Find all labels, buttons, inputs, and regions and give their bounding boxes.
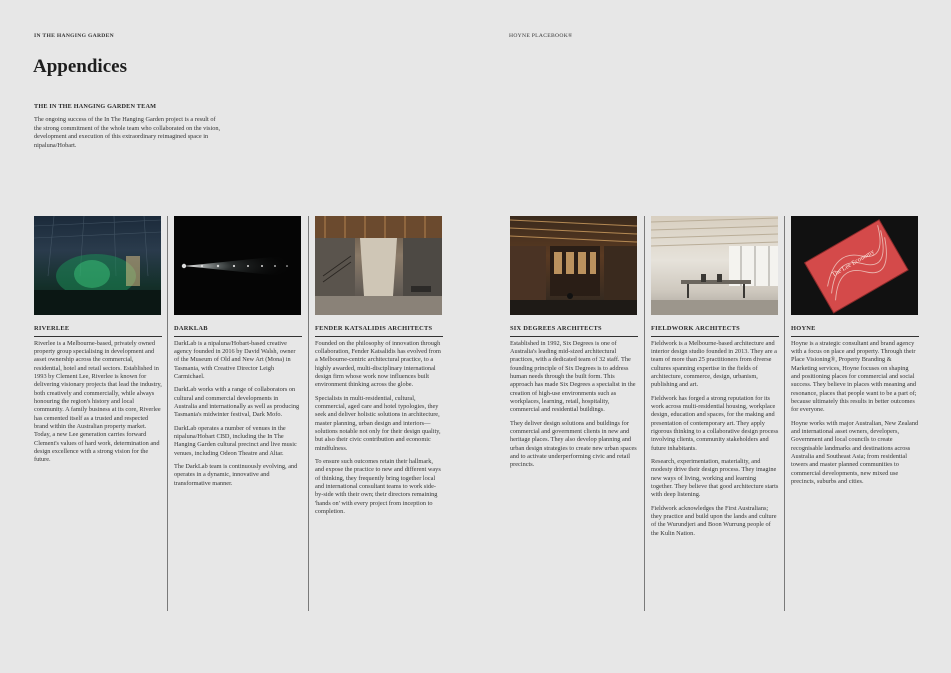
column-paragraph: Specialists in multi-residential, cultural, commercial, aged care and hotel typologies, they seek and deliver holistic solutions in architecture, master planning, urban design and interiors—solutions notable not only for their design quality, but also their civic contribution and economic mindfulness. xyxy=(315,394,441,452)
column-name: FENDER KATSALIDIS ARCHITECTS xyxy=(315,325,443,337)
page-title: Appendices xyxy=(33,56,127,77)
column-paragraph: Research, experimentation, materiality, and modesty drive their design process. They imagine new ways of living, working and learning together. They believe that good architecture starts with deep listening. xyxy=(651,458,779,499)
column-divider xyxy=(167,216,168,611)
column-paragraph: Fieldwork is a Melbourne-based architecture and interior design studio founded in 2013. They are a team of more than 25 practitioners from diverse cultures spanning expertise in the fields of architecture, commerce, design, urbanism, publishing and art. xyxy=(651,339,777,389)
column-hoyne xyxy=(791,216,919,491)
column-riverlee xyxy=(34,216,162,470)
column-paragraph: Hoyne is a strategic consultant and brand agency with a focus on place and property. Through their Place Visioning®, Property Branding & Marketing services, Hoyne focuses on shaping and positioning places for commercial and social success. They believe in places with meaning and resonance, places that people want to be a part of; because ultimately this results in better outcomes for everyone. xyxy=(791,339,917,414)
column-name: FIELDWORK ARCHITECTS xyxy=(651,325,779,337)
column-paragraph: They deliver design solutions and buildings for commercial and government clients in new and heritage places. They also develop planning and urban design strategies to create new urban spaces and to activate underperforming civic and retail precincts. xyxy=(510,419,637,469)
column-name: DARKLAB xyxy=(174,325,302,337)
column-paragraph: Fieldwork has forged a strong reputation for its work across multi-residential housing, workplace design, education and spaces, for the making and presentation of contemporary art. They apply rigorous thinking to a collaborative design process involving clients, community stakeholders and future inhabitants. xyxy=(651,394,779,452)
book-cover-text: The Lee Economy xyxy=(830,248,876,279)
column-paragraph: To ensure such outcomes retain their hallmark, and expose the practice to new and different ways of thinking, they frequently bring together local and international consultant teams to work side-by-side with their own; their directors remaining 'hands on' with every project from inception to completion. xyxy=(315,458,441,516)
column-divider xyxy=(784,216,785,611)
column-name: SIX DEGREES ARCHITECTS xyxy=(510,325,638,337)
team-intro: The ongoing success of the In The Hanging Garden project is a result of the strong commitment of the whole team who collaborated on the vision, development and execution of this extraordinary reimagined space in nipaluna/Hobart. xyxy=(34,116,221,149)
column-paragraph: DarkLab is a nipaluna/Hobart-based creative agency founded in 2016 by David Walsh, owner of the Museum of Old and New Art (Mona) in Tasmania, with Creative Director Leigh Carmichael. xyxy=(174,339,296,380)
column-paragraph: Fieldwork acknowledges the First Australians; they practice and build upon the lands and culture of the Wurundjeri and Boon Wurrung people of the Kulin Nation. xyxy=(651,504,777,537)
column-six-degrees xyxy=(510,216,638,475)
column-divider xyxy=(308,216,309,611)
column-fender-katsalidis xyxy=(315,216,443,521)
riverlee-photo xyxy=(34,216,161,315)
column-name: HOYNE xyxy=(791,325,919,337)
column-darklab xyxy=(174,216,302,493)
running-head-right: HOYNE PLACEBOOK® xyxy=(509,33,573,39)
column-paragraph: Riverlee is a Melbourne-based, privately owned property group specialising in development and asset ownership across the commercial, residential, hotel and retail sectors. Established in 1993 by Clement Lee, Riverlee is known for delivering visionary projects that lead the industry, both creatively and commercially, while always honouring the region's history and local community. A family business at its core, Riverlee has cemented itself as a trusted and respected brand within the Australian property market. Today, a new Lee generation carries forward Clement's values of hard work, determination and design excellence with a strong vision for the future. xyxy=(34,339,162,464)
darklab-photo xyxy=(174,216,301,315)
team-heading: THE IN THE HANGING GARDEN TEAM xyxy=(34,103,157,110)
column-fieldwork xyxy=(651,216,779,543)
fender-katsalidis-photo xyxy=(315,216,442,315)
column-divider xyxy=(644,216,645,611)
six-degrees-photo xyxy=(510,216,637,315)
column-paragraph: Founded on the philosophy of innovation through collaboration, Fender Katsalidis has evolved from a Melbourne-centric architectural practice, to a highly awarded, multi-disciplinary international design firm whose work now influences built environment thinking across the globe. xyxy=(315,339,441,389)
column-paragraph: The DarkLab team is continuously evolving, and operates in a dynamic, innovative and transformative manner. xyxy=(174,463,298,487)
hoyne-photo xyxy=(791,216,918,315)
column-paragraph: DarkLab works with a range of collaborators on cultural and commercial developments in Australia and internationally as well as producing Tasmania's midwinter festival, Dark Mofo. xyxy=(174,386,300,419)
column-name: RIVERLEE xyxy=(34,325,162,337)
fieldwork-photo xyxy=(651,216,778,315)
column-paragraph: Hoyne works with major Australian, New Zealand and international asset owners, developers, Government and local councils to create recognisable landmarks and destinations across Australia and Southeast Asia; from residential towers and master planned communities to commercial developments, new mixed use precincts, suburbs and cities. xyxy=(791,419,919,486)
running-head-left: IN THE HANGING GARDEN xyxy=(34,33,115,39)
column-paragraph: DarkLab operates a number of venues in the nipaluna/Hobart CBD, including the In The Hanging Garden cultural precinct and live music venues, including Odeon Theatre and Altar. xyxy=(174,424,297,457)
column-paragraph: Established in 1992, Six Degrees is one of Australia's leading mid-sized architectural practices, with a dedicated team of 32 staff. The founding principle of Six Degrees is to address human needs through the built form. This approach has made Six Degrees a specialist in the creation of high-use environments such as workplaces, learning, retail, hospitality, commercial and residential buildings. xyxy=(510,339,636,414)
